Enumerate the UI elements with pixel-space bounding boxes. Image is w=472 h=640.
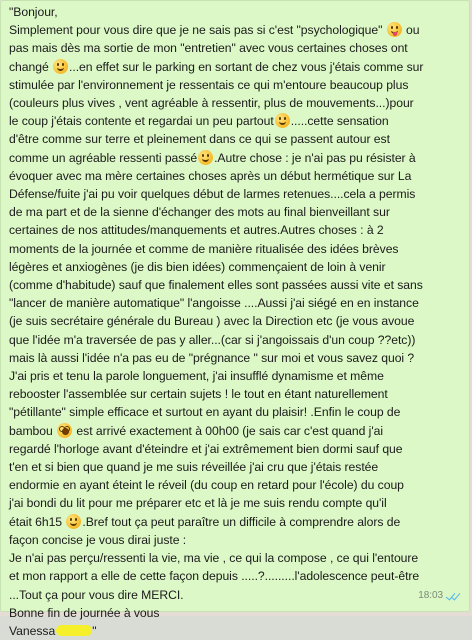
message-line: [9, 494, 463, 512]
message-line: [9, 76, 463, 94]
message-text-segment: pas mais dès ma sortie de mon "entretien" avec vous certaines choses ont: [9, 41, 408, 56]
message-text-segment: de ma part et de la sienne d'échanger des mots au final bienveillant sur: [9, 205, 390, 220]
message-text-segment: d'être comme sur terre et pleinement dans ce qui se passent autour est: [9, 132, 390, 147]
yellow-highlight-mark: [56, 625, 92, 636]
message-line: [9, 149, 463, 167]
grinning-face-emoji: [53, 59, 68, 74]
message-line: [9, 276, 463, 294]
message-line: [9, 458, 463, 476]
message-text-segment: évoquer avec ma mère certaines choses après un début hermétique sur La: [9, 168, 412, 183]
message-line: [9, 367, 463, 385]
dizzy-face-emoji: [57, 423, 72, 438]
message-text-segment: et mon rapport a elle de cette façon depuis .....?.........l'adolescence peut-être: [9, 569, 420, 584]
message-line: [9, 422, 463, 440]
message-text-segment: "lancer de manière automatique" l'angoisse ....Aussi j'ai siégé en en instance: [9, 296, 419, 311]
read-receipt-icon: [446, 591, 461, 601]
message-line: [9, 385, 463, 403]
message-line: [9, 58, 463, 76]
message-text-segment: bambou: [9, 423, 57, 438]
message-line: [9, 567, 463, 585]
message-text-segment: légères et anxiogènes (je dis bien idées) commençaient de loin à venir: [9, 259, 386, 274]
message-text-segment: "Bonjour,: [9, 5, 58, 19]
message-line: [9, 21, 463, 39]
message-text-segment: Vanessa: [9, 623, 56, 638]
message-text-segment: .Autre chose : je n'ai pas pu résister à: [214, 150, 416, 165]
message-line: [9, 349, 463, 367]
message-line: [9, 94, 463, 112]
message-text-segment: était 6h15: [9, 514, 66, 529]
message-text-segment: (je suis secrétaire générale du Bureau ) avec la Direction etc (je vous avoue: [9, 314, 415, 329]
smiling-face-emoji: [275, 113, 290, 128]
message-text-segment: Je n'ai pas perçu/ressenti la vie, ma vie , ce qui la compose , ce qui l'entoure: [9, 551, 419, 566]
message-text-segment: moments de la journée et comme de manière ritualisée des idées brèves: [9, 241, 399, 256]
message-line: [9, 167, 463, 185]
message-line: [9, 513, 463, 531]
message-line: [9, 240, 463, 258]
message-line: [9, 331, 463, 349]
message-line: [9, 440, 463, 458]
message-line: [9, 604, 463, 622]
message-text-segment: façon concise je vous dirai juste :: [9, 532, 187, 547]
smiling-face-emoji: [198, 150, 213, 165]
message-text-segment: changé: [9, 59, 53, 74]
message-line: [9, 258, 463, 276]
message-line: [9, 39, 463, 57]
message-time: 18:03: [418, 589, 443, 601]
message-text-segment: j'ai bondi du lit pour me préparer etc et là je me suis rendu compte qu'il: [9, 496, 387, 511]
message-line: [9, 622, 463, 640]
message-text: [9, 3, 463, 640]
message-text-segment: regardé l'horloge avant d'éteindre et j'ai extrêmement bien dormi sauf que: [9, 441, 403, 456]
message-line: [9, 531, 463, 549]
message-meta: [418, 587, 461, 605]
message-text-segment: le coup j'étais contente et regardai un peu partout: [9, 114, 274, 129]
message-text-segment: certaines de nos attitudes/manquements et autres.Autres choses : à 2: [9, 223, 384, 238]
message-line: [9, 586, 463, 604]
message-text-segment: est arrivé exactement à 00h00 (je sais car c'est quand j'ai: [73, 423, 383, 438]
tongue-face-emoji: [387, 22, 402, 37]
message-line: [9, 403, 463, 421]
message-text-segment: Défense/fuite j'ai pu voir quelques début de larmes retenues....cela a permis: [9, 187, 416, 202]
message-text-segment: (couleurs plus vives , vent agréable à ressentir, plus de mouvements...)pour: [9, 96, 414, 111]
message-text-segment: .Bref tout ça peut paraître un difficile à comprendre alors de: [82, 514, 401, 529]
message-text-segment: ou: [402, 23, 420, 38]
message-line: [9, 112, 463, 130]
message-text-segment: stimulée par l'environnement je ressentais ce qui m'entoure beaucoup plus: [9, 77, 409, 92]
message-text-segment: ...Tout ça pour vous dire MERCI.: [9, 587, 184, 602]
grinning-face-emoji: [66, 514, 81, 529]
message-line: [9, 185, 463, 203]
message-text-segment: .....cette sensation: [290, 114, 389, 129]
message-text-segment: ...en effet sur le parking en sortant de chez vous j'étais comme sur: [69, 59, 424, 74]
message-text-segment: Bonne fin de journée à vous: [9, 605, 160, 620]
message-line: [9, 294, 463, 312]
message-line: [9, 549, 463, 567]
message-text-segment: mais là aussi l'idée n'a pas eu de "prégnance " sur moi et vous savez quoi ?: [9, 350, 415, 365]
message-line: [9, 476, 463, 494]
message-line: [9, 221, 463, 239]
message-text-segment: rebooster l'assemblée sur certain sujets ! le tout en étant naturellement: [9, 387, 388, 402]
message-line: [9, 312, 463, 330]
message-text-segment: (comme d'habitude) sauf que finalement elles sont passées aussi vite et sans: [9, 278, 423, 293]
message-text-segment: Simplement pour vous dire que je ne sais pas si c'est "psychologique": [9, 23, 386, 38]
message-text-segment: t'en et si bien que quand je me suis réveillée j'ai cru que j'étais restée: [9, 460, 379, 475]
message-text-segment: "pétillante" simple efficace et surtout en ayant du plaisir! .Enfin le coup de: [9, 405, 401, 420]
message-text-segment: que l'idée m'a traversée de pas y aller...(car si j'angoissais d'un coup ??etc)): [9, 332, 416, 347]
message-line: [9, 203, 463, 221]
message-line: [9, 130, 463, 148]
message-text-segment: endormie en ayant éteint le réveil (du coup en retard pour l'école) du coup: [9, 478, 404, 493]
message-text-segment: J'ai pris et tenu la parole longuement, j'ai insufflé dynamisme et même: [9, 369, 384, 384]
message-text-segment: comme un agréable ressenti passé: [9, 150, 198, 165]
message-line: [9, 3, 463, 21]
message-text-segment: ": [92, 623, 97, 638]
